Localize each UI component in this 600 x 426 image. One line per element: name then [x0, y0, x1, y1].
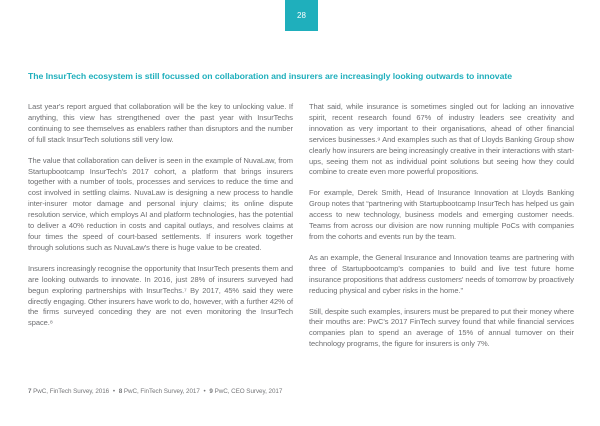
left-column	[28, 102, 293, 360]
page-title: The InsurTech ecosystem is still focussed on collaboration and insurers are increasingly looking outwards to innovate	[28, 71, 512, 81]
page-number: 28	[297, 11, 306, 20]
footnote-separator: •	[203, 388, 206, 395]
footnote-text: PwC, FinTech Survey, 2016	[33, 388, 110, 395]
body-paragraph: As an example, the General Insurance and Innovation teams are partnering with three of Startupbootcamp's companies to build and live test future home insurance propositions that address customers' needs of tomorrow by proactively reducing physical and cyber risks in the home.”	[309, 252, 574, 295]
body-paragraph: The value that collaboration can deliver is seen in the example of NuvaLaw, from Startupbootcamp InsurTech's 2017 cohort, a platform that brings insurers together with a number of tools, processes and services to reduce the time and cost involved in settling claims. NuvaLaw is designing a new process to handle inter-insurer motor damage and personal injury claims; its online dispute resolution service, which employs AI and platform technologies, has the potential to deliver a 40% reduction in costs and capital outlays, and resolves claims at four times the speed of court-based settlements. If insurers work together through solutions such as NuvaLaw's there is huge value to be created.	[28, 155, 293, 252]
right-column	[309, 102, 574, 360]
body-columns	[28, 102, 574, 360]
body-paragraph: Still, despite such examples, insurers must be prepared to put their money where their mouths are: PwC's 2017 FinTech survey found that while financial services companies plan to spend an average of 15% of annual turnover on their technology programs, the figure for insurers is only 7%.	[309, 306, 574, 349]
footnote-ref: 8	[118, 388, 123, 395]
body-paragraph: That said, while insurance is sometimes singled out for lacking an innovative spirit, recent research found 67% of industry leaders see creativity and innovation as very important to their organisations, ahead of other financial services businesses.⁹ And examples such as that of Lloyds Banking Group show clearly how insurers are being increasingly creative in their interactions with start-ups, seeing them not as individual point solutions but seeing how they could combine to create even more powerful propositions.	[309, 102, 574, 177]
body-paragraph: For example, Derek Smith, Head of Insurance Innovation at Lloyds Banking Group notes that “partnering with Startupbootcamp InsurTech has helped us gain access to new technology, business models and emerging customer needs. Teams from across our division are now running multiple PoCs with companies from the cohorts and events run by the team.	[309, 188, 574, 241]
body-paragraph: Last year's report argued that collaboration will be the key to unlocking value. If anything, this view has strengthened over the past year with InsurTechs continuing to see themselves as enablers rather than disruptors and the number of full stack InsurTech solutions still very low.	[28, 102, 293, 144]
footnote-ref: 9	[209, 388, 213, 395]
footnote-text: PwC, CEO Survey, 2017	[214, 388, 283, 395]
page-number-badge	[285, 0, 318, 31]
footnote-separator: •	[112, 388, 115, 395]
footnote-ref: 7	[28, 388, 32, 395]
body-paragraph: Insurers increasingly recognise the opportunity that InsurTech presents them and are looking outwards to innovate. In 2016, just 28% of insurers surveyed had begun exploring partnerships with InsurTechs.⁷ By 2017, 45% said they were directly engaging. Other insurers have work to do, however, with a further 42% of the firms surveyed conceding they are not even monitoring the InsurTech space.⁸	[28, 263, 293, 328]
footnotes	[28, 388, 574, 396]
footnote-text: PwC, FinTech Survey, 2017	[123, 388, 200, 395]
